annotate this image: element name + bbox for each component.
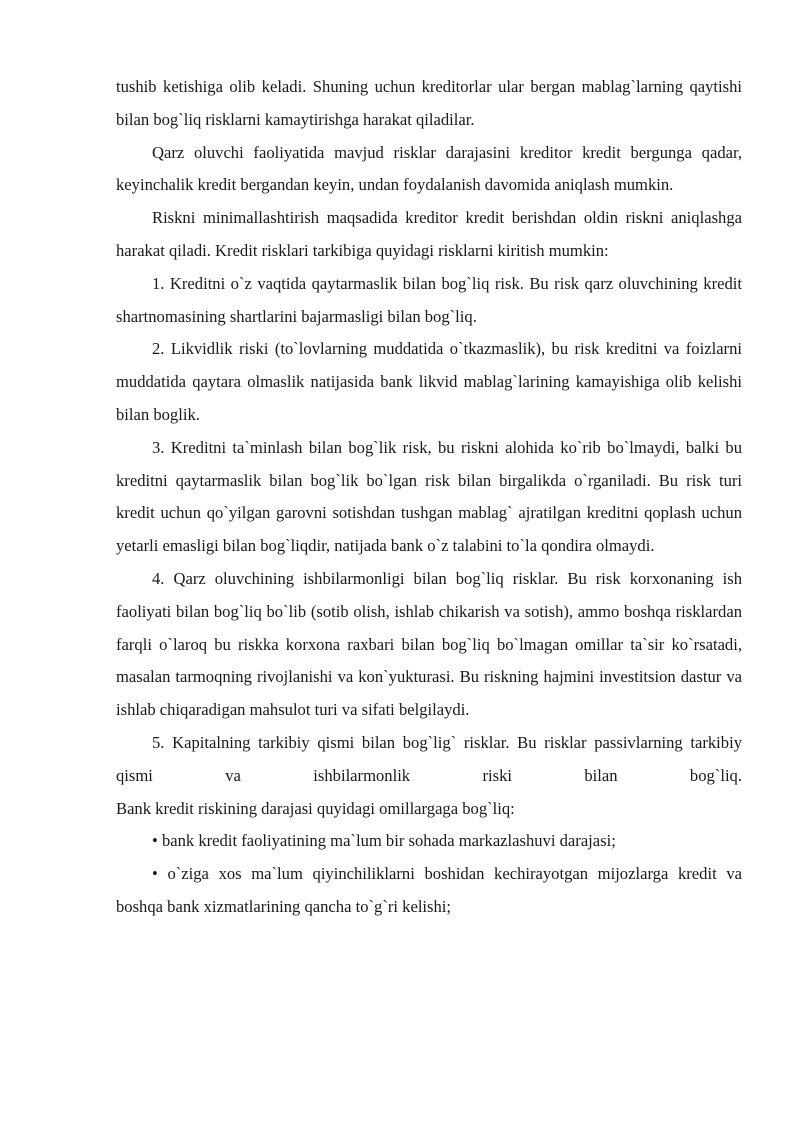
paragraph-risk-factors-intro: Bank kredit riskining darajasi quyidagi omillargaga bog`liq: <box>116 798 515 818</box>
list-item-3: 3. Kreditni ta`minlash bilan bog`lik risk, bu riskni alohida ko`rib bo`lmaydi, balki bu kreditni qaytarmaslik bilan bog`lik bo`lgan risk bilan birgalikda o`rganiladi. Bu risk turi kredit uchun qo`yilgan garovni sotishdan tushgan mablag` ajratilgan kreditni qoplash uchun yetarli emasligi bilan bog`liqdir, natijada bank o`z talabini to`la qondira olmaydi. <box>116 437 742 556</box>
list-item-4: 4. Qarz oluvchining ishbilarmonligi bilan bog`liq risklar. Bu risk korxonaning ish faoliyati bilan bog`liq bo`lib (sotib olish, ishlab chikarish va sotish), ammo boshqa risklardan farqli o`laroq bu riskka korxona raxbari bilan bog`liq bo`lmagan omillar ta`sir ko`rsatadi, masalan tarmoqning rivojlanishi va kon`yukturasi. Bu riskning hajmini investitsion dastur va ishlab chiqaradigan mahsulot turi va sifati belgilaydi. <box>116 568 742 720</box>
paragraph-risk-minimization: Riskni minimallashtirish maqsadida kreditor kredit berishdan oldin riskni aniqlashga harakat qiladi. Kredit risklari tarkibiga quyidagi risklarni kiritish mumkin: <box>116 208 742 260</box>
list-item-1: 1. Kreditni o`z vaqtida qaytarmaslik bilan bog`liq risk. Bu risk qarz oluvchining kredit shartnomasining shartlarini bajarmasligi bilan bog`liq. <box>116 273 742 326</box>
bullet-item-1: • bank kredit faoliyatining ma`lum bir sohada markazlashuvi darajasi; <box>152 831 616 851</box>
list-item-2: 2. Likvidlik riski (to`lovlarning muddatida o`tkazmaslik), bu risk kreditni va foizlarni muddatida qaytara olmaslik natijasida bank likvid mablag`larining kamayishiga olib kelishi bilan boglik. <box>116 339 742 424</box>
document-page <box>116 71 742 924</box>
bullet-item-2: • o`ziga xos ma`lum qiyinchiliklarni boshidan kechirayotgan mijozlarga kredit va boshqa bank xizmatlarining qancha to`g`ri kelishi; <box>116 864 742 916</box>
paragraph-risk-determination: Qarz oluvchi faoliyatida mavjud risklar darajasini kreditor kredit bergunga qadar, keyinchalik kredit bergandan keyin, undan foydalanish davomida aniqlash mumkin. <box>116 142 742 195</box>
paragraph-continuation: tushib ketishiga olib keladi. Shuning uchun kreditorlar ular bergan mablag`larning qaytishi bilan bog`liq risklarni kamaytirishga harakat qiladilar. <box>116 77 742 129</box>
list-item-5: 5. Kapitalning tarkibiy qismi bilan bog`lig` risklar. Bu risklar passivlarning tarkibiy qismi va ishbilarmonlik riski bilan bog`liq. <box>116 732 742 785</box>
